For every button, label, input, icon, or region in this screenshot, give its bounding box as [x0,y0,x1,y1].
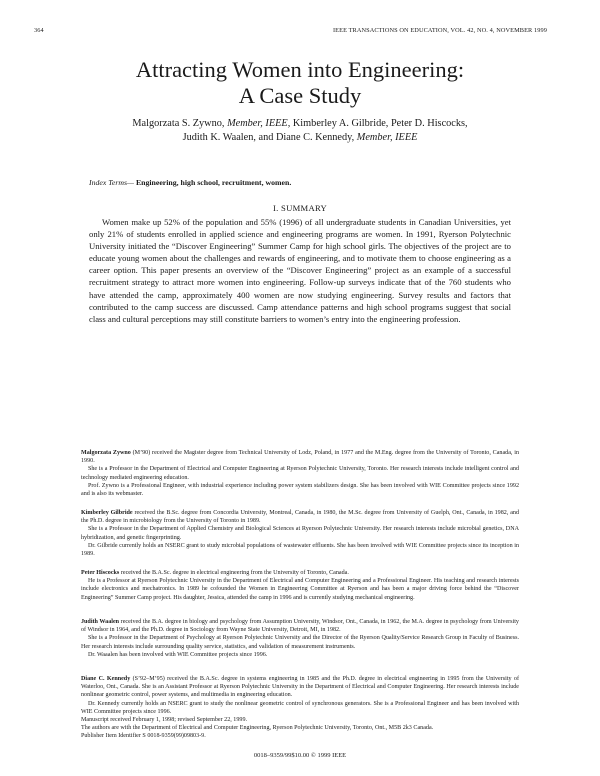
bio-text: She is a Professor in the Department of Electrical and Computer Engineering at Ryerson Polytechnic University, Toronto. Her research interests include intelligent control and technology mediated engineering education. [81,466,519,481]
bio-text: He is a Professor at Ryerson Polytechnic University in the Department of Electrical and Computer Engineering and a Professional Engineer. His teaching and research interests include electronics and mechatronics. In 1989 he cofounded the Women in Engineering Committee at Ryerson and has been a major driving force behind the “Discover Engineering” Summer Camp project. His daughter, Jessica, attended the camp in 1996 and is currently studying mechanical engineering. [81,578,519,601]
bio-name: Malgorzata Zywno [81,450,131,456]
bio-waalen [81,618,519,659]
manuscript-notes [81,716,519,741]
bio-name: Diane C. Kennedy [81,676,131,682]
author-3-names: Judith K. Waalen, and Diane C. Kennedy, [182,132,355,143]
title-line-1: Attracting Women into Engineering: [135,57,465,82]
bio-text: Dr. Waaalen has been involved with WIE Committee projects since 1996. [88,651,268,658]
index-terms-label: Index Terms— [89,178,134,187]
note-received: Manuscript received February 1, 1998; revised September 22, 1999. [81,717,248,723]
bio-text: received the B.Sc. degree from Concordia University, Montreal, Canada, in 1980, the M.Sc. degree from University of Guelph, Ont., Canada, in 1982, and the Ph.D. degree in microbiology from the University of Toronto in 1989. [81,510,519,525]
bio-kennedy [81,675,519,716]
bio-name: Kimberley Gilbride [81,510,133,516]
bio-text: She is a Professor in the Department of Psychology at Ryerson Polytechnic University and the Director of the Ryerson Quality/Service Research Group in Faculty of Business. Her research interests include surrounding quality service, statistics, and validation of measurement instruments. [81,635,519,650]
bio-text: (M’90) received the Magister degree from Technical University of Lodz, Poland, in 1977 and the M.Eng. degree from the University of Toronto, Canada, in 1990. [81,450,519,465]
author-1-role: Member, IEEE, [227,118,291,129]
section-heading-summary: I. SUMMARY [272,203,328,213]
note-identifier: Publisher Item Identifier S 0018-9359(99)09803-9. [81,733,206,740]
bio-zywno [81,449,519,498]
bio-text: Prof. Zywno is a Professional Engineer, with industrial experience including power system stabilizers design. She has been involved with WIE Committee projects since 1992 and is also its webmaster. [81,482,519,498]
bio-text: Dr. Kennedy currently holds an NSERC grant to study the nonlinear geometric control of synchronous generators. She is a Professional Engineer and has been involved with WIE Committee projects since 1996. [81,700,519,715]
bio-gilbride [81,509,519,558]
journal-header: IEEE TRANSACTIONS ON EDUCATION, VOL. 42, NO. 4, NOVEMBER 1999 [332,27,547,34]
bio-name: Peter Hiscocks [81,570,120,576]
copyright-footer: 0018–9359/99$10.00 © 1999 IEEE [253,752,347,759]
bio-hiscocks [81,569,519,602]
note-affiliation: The authors are with the Department of Electrical and Computer Engineering, Ryerson Polytechnic University, Toronto, Ont., M5B 2k3 Canada. [81,725,434,732]
summary-body [89,216,511,325]
page-number: 364 [34,27,44,34]
bio-text: (S’92–M’95) received the B.A.Sc. degree in systems engineering in 1985 and the Ph.D. degree in electrical engineering in 1995 from the University of Waterloo, Ont., Canada. She is an Assistant Professor at Ryerson Polytechnic University in the Department of Electrical and Computer Engineering. Her research interests include nonlinear geometric control, power systems, and multimedia in engineering education. [81,676,520,699]
bio-name: Judith Waalen [81,619,120,625]
paper-title [0,57,600,109]
index-terms-text: Engineering, high school, recruitment, women. [135,178,292,187]
bio-text: She is a Professor in the Department of Applied Chemistry and Biological Sciences at Ryerson Polytechnic University. Her research interests include microbial genetics, DNA hybridization, and genetic fingerprinting. [81,526,519,541]
title-line-2: A Case Study [238,83,362,108]
author-list [0,117,600,145]
index-terms [89,178,291,187]
summary-paragraph: Women make up 52% of the population and 55% (1996) of all undergraduate students in Canadian Universities, yet only 21% of students enrolled in applied science and engineering programs are women. In 1991, Ryerson Polytechnic University initiated the “Discover Engineering” Summer Camp for high school girls. The objectives of the project are to educate young women about the challenges and rewards of engineering, and to motivate them to choose engineering as a career option. This paper presents an overview of the “Discover Engineering” project as an example of a successful recruitment strategy to attract more women into engineering. Follow-up surveys indicate that of the 760 students who have attended the camp, approximately 400 women are now studying engineering. Survey results and factors that contributed to the camp success are discussed. Camp attendance patterns and high school programs suggest that social class and cultural perceptions may still constitute barriers to women’s entry into the engineering profession. [89,217,511,324]
author-2-names: Kimberley A. Gilbride, Peter D. Hiscocks, [292,118,468,129]
bio-text: received the B.A.Sc. degree in electrical engineering from the University of Toronto, Canada. [120,570,349,576]
author-line-2 [0,131,600,145]
bio-text: Dr. Gilbride currently holds an NSERC grant to study microbial populations of wastewater effluents. She has been involved with WIE Committee projects since its inception in 1989. [81,542,519,558]
author-line-1 [0,117,600,131]
author-3-role: Member, IEEE [356,132,418,143]
author-1-name: Malgorzata S. Zywno, [132,118,225,129]
bio-text: received the B.A. degree in biology and psychology from Assumption University, Windsor, Ont., Canada, in 1962, the M.A. degree in psychology from University of Windsor in 1964, and the Ph.D. degree in Sociology from Wayne State University, Detroit, MI, in 1982. [81,619,519,634]
